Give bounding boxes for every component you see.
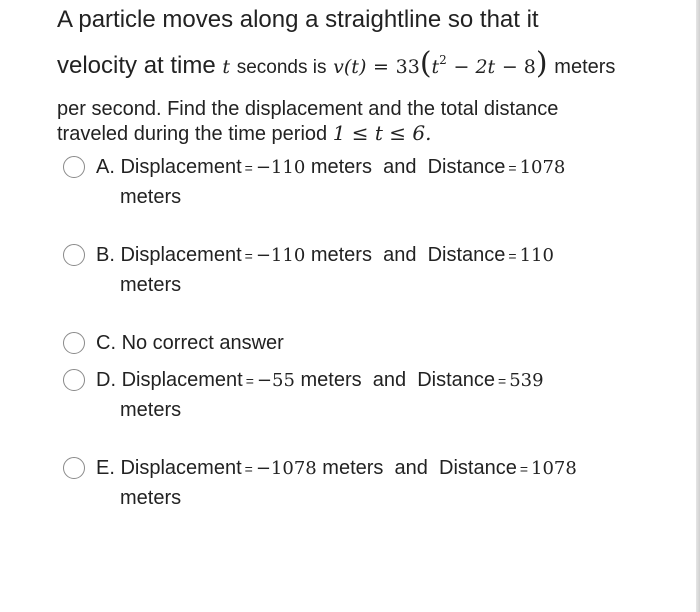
velocity-coefficient: 33 <box>395 56 420 78</box>
option-letter: B. <box>96 244 115 266</box>
question-line-3-text: per second. Find the displacement and the total distance <box>57 98 559 120</box>
question-line-2 <box>57 47 615 86</box>
velocity-at-time-text: velocity at time <box>57 52 216 79</box>
no-correct-answer-text: No correct answer <box>121 332 284 354</box>
option-letter: D. <box>96 369 116 391</box>
page-edge-shadow <box>696 0 700 612</box>
paren-close: ) <box>535 46 548 81</box>
velocity-function-label: v(t) <box>333 56 367 78</box>
equals-sign: = <box>508 160 517 176</box>
option-letter: A. <box>96 156 115 178</box>
equals-sign: = <box>519 461 528 477</box>
option-b-units: meters <box>120 274 182 296</box>
meters-and-distance: meters and Distance <box>322 457 517 479</box>
distance-value: 1078 <box>519 157 566 178</box>
velocity-equals: = <box>373 56 389 78</box>
distance-value: 539 <box>509 370 544 391</box>
option-a-units: meters <box>120 186 182 208</box>
minus-8-term: − 8 <box>501 56 536 78</box>
option-c-line-1 <box>96 331 284 355</box>
displacement-value: −55 <box>256 370 295 391</box>
equals-sign: = <box>244 160 253 176</box>
meters-and-distance: meters and Distance <box>310 156 506 178</box>
time-interval: 1 ≤ t ≤ 6. <box>332 121 432 145</box>
t-squared-base: t <box>431 56 440 78</box>
paren-open: ( <box>419 46 432 81</box>
distance-value: 110 <box>519 245 554 266</box>
displacement-label: Displacement <box>120 156 242 178</box>
distance-value: 1078 <box>531 458 577 479</box>
displacement-label: Displacement <box>120 244 242 266</box>
equals-sign: = <box>508 248 517 264</box>
option-d-units: meters <box>120 399 182 421</box>
equals-sign: = <box>498 373 507 389</box>
option-e-units: meters <box>120 487 182 509</box>
velocity-units: meters <box>554 56 616 78</box>
displacement-label: Displacement <box>121 369 243 391</box>
equals-sign: = <box>244 461 253 477</box>
variable-t: t <box>222 56 231 78</box>
option-letter: E. <box>96 457 115 479</box>
equals-sign: = <box>245 373 254 389</box>
equals-sign: = <box>244 248 253 264</box>
meters-and-distance: meters and Distance <box>300 369 496 391</box>
minus-2t-term: − 2t <box>453 56 496 78</box>
displacement-value: −110 <box>255 157 306 178</box>
question-line-1: A particle moves along a straightline so that it <box>57 6 539 33</box>
displacement-value: −110 <box>255 245 306 266</box>
displacement-value: −1078 <box>255 458 317 479</box>
radio-button-e[interactable] <box>63 457 85 479</box>
question-line-3 <box>57 97 558 146</box>
radio-button-b[interactable] <box>63 244 85 266</box>
exponent-two: 2 <box>439 53 447 67</box>
question-line-4 <box>57 121 558 146</box>
radio-button-c[interactable] <box>63 332 85 354</box>
option-a-line-1 <box>96 155 565 180</box>
meters-and-distance: meters and Distance <box>310 244 506 266</box>
time-period-text: traveled during the time period <box>57 123 328 145</box>
radio-button-a[interactable] <box>63 156 85 178</box>
seconds-is-text: seconds is <box>236 57 327 78</box>
radio-button-d[interactable] <box>63 369 85 391</box>
option-letter: C. <box>96 332 116 354</box>
option-b-line-1 <box>96 243 554 268</box>
option-d-line-1 <box>96 368 544 393</box>
option-e-line-1 <box>96 456 577 481</box>
displacement-label: Displacement <box>120 457 242 479</box>
